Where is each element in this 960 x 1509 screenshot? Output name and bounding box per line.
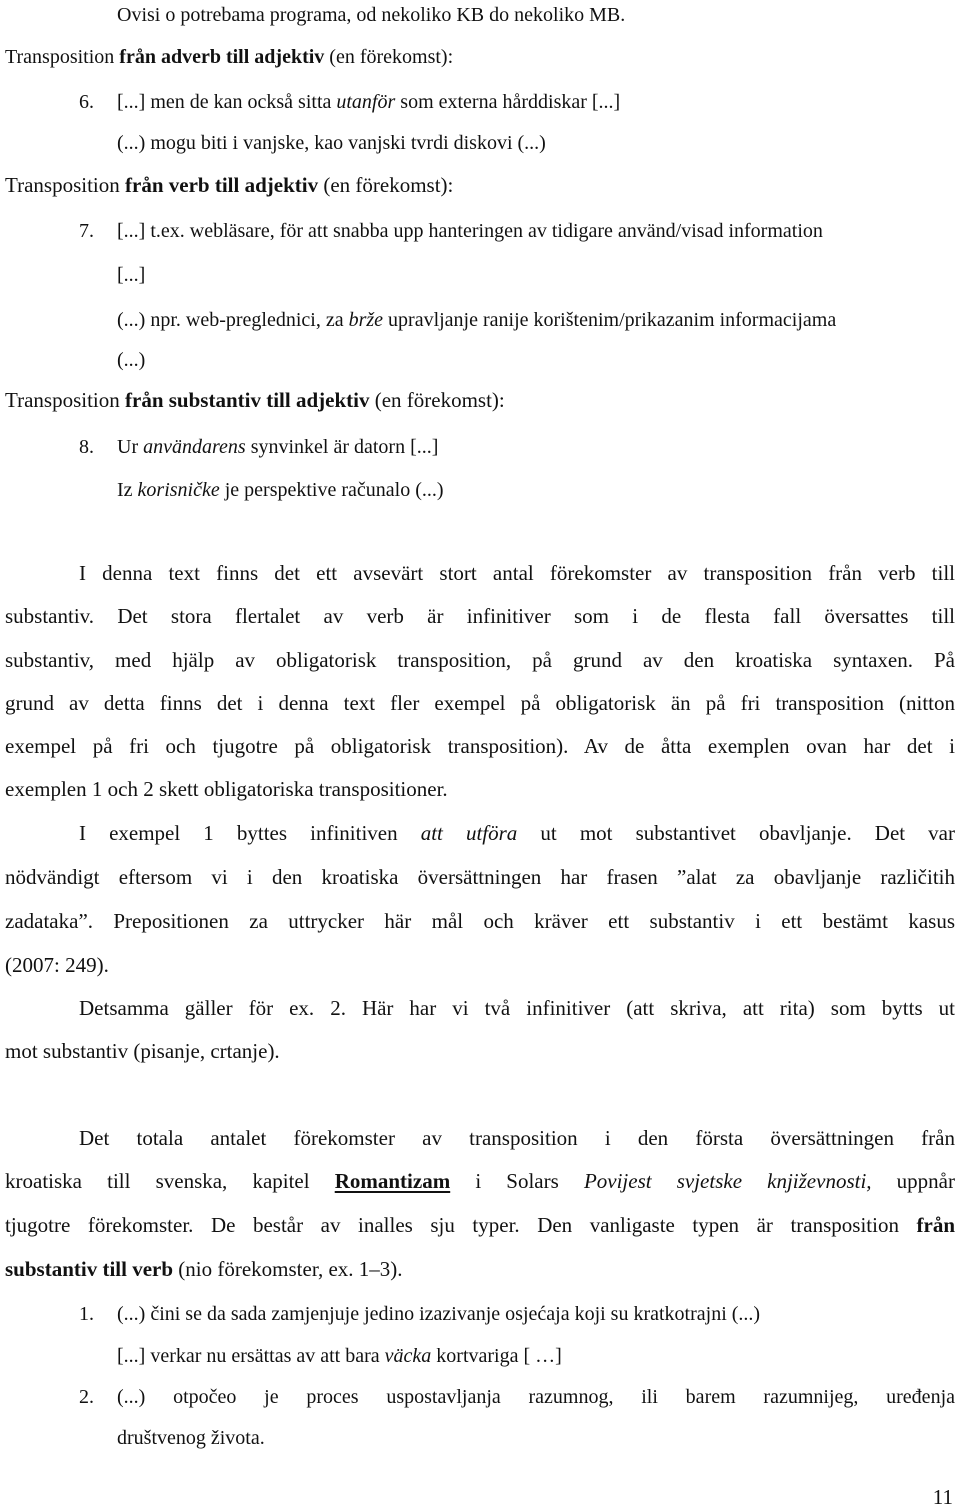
example-7-swedish-line2: [...] (117, 264, 146, 286)
paragraph-3-line1: Detsamma gäller för ex. 2. Här har vi två infinitiver (att skriva, att rita) som bytts ut (79, 996, 955, 1020)
example-7-swedish-line1: [...] t.ex. webläsare, för att snabba upp hanteringen av tidigare använd/visad information (117, 220, 823, 242)
paragraph-2-line3: zadataka”. Prepositionen za uttrycker här mål och kräver ett substantiv i ett bestämt kasus (5, 909, 955, 933)
example-1-swedish: [...] verkar nu ersättas av att bara väcka kortvariga [ …] (117, 1345, 562, 1367)
example-2-croatian-line2: društvenog života. (117, 1427, 265, 1449)
example-1-croatian: (...) čini se da sada zamjenjuje jedino izazivanje osjećaja koji su kratkotrajni (...) (117, 1303, 761, 1325)
paragraph-4-line2: kroatiska till svenska, kapitel Romantizam i Solars Povijest svjetske književnosti, uppnår (5, 1169, 955, 1193)
heading-verb-to-adjective: Transposition från verb till adjektiv (en förekomst): (5, 173, 454, 197)
paragraph-2-line1: I exempel 1 byttes infinitiven att utföra ut mot substantivet obavljanje. Det var (79, 821, 955, 845)
paragraph-4-line4: substantiv till verb (nio förekomster, ex. 1–3). (5, 1257, 403, 1281)
paragraph-1-line1: I denna text finns det ett avsevärt stort antal förekomster av transposition från verb till (79, 561, 955, 585)
example-6-number: 6. (79, 91, 94, 113)
example-7-croatian-line2: (...) (117, 349, 146, 371)
paragraph-3-line2: mot substantiv (pisanje, crtanje). (5, 1039, 280, 1063)
page-number: 11 (932, 1485, 953, 1509)
example-6-swedish: [...] men de kan också sitta utanför som externa hårddiskar [...] (117, 91, 621, 113)
paragraph-4-line3: tjugotre förekomster. De består av inalles sju typer. Den vanligaste typen är transposition från (5, 1213, 955, 1237)
example-6-croatian: (...) mogu biti i vanjske, kao vanjski tvrdi diskovi (...) (117, 132, 546, 154)
example-5-translation: Ovisi o potrebama programa, od nekoliko KB do nekoliko MB. (117, 4, 626, 26)
chapter-title-romantizam: Romantizam (334, 1169, 451, 1193)
example-1-number: 1. (79, 1303, 94, 1325)
paragraph-2-line4: (2007: 249). (5, 953, 109, 977)
paragraph-4-line1: Det totala antalet förekomster av transposition i den första översättningen från (79, 1126, 955, 1150)
heading-noun-to-adjective: Transposition från substantiv till adjektiv (en förekomst): (5, 388, 505, 412)
example-8-croatian: Iz korisničke je perspektive računalo (...) (117, 479, 444, 501)
example-2-number: 2. (79, 1386, 94, 1408)
paragraph-1-line3: substantiv, med hjälp av obligatorisk transposition, på grund av den kroatiska syntaxen. På (5, 648, 955, 672)
example-7-number: 7. (79, 220, 94, 242)
example-8-number: 8. (79, 436, 94, 458)
example-8-swedish: Ur användarens synvinkel är datorn [...] (117, 436, 439, 458)
heading-adverb-to-adjective: Transposition från adverb till adjektiv (en förekomst): (5, 46, 454, 68)
paragraph-1-line2: substantiv. Det stora flertalet av verb är infinitiver som i de flesta fall översattes till (5, 604, 955, 628)
example-2-croatian-line1: (...) otpočeo je proces uspostavljanja razumnog, ili barem razumnijeg, uređenja (117, 1386, 955, 1408)
example-7-croatian-line1: (...) npr. web-preglednici, za brže upravljanje ranije korištenim/prikazanim informacijama (117, 309, 837, 331)
paragraph-1-line4: grund av detta finns det i denna text fler exempel på obligatorisk än på fri transposition (nitton (5, 691, 955, 715)
paragraph-1-line6: exemplen 1 och 2 skett obligatoriska transpositioner. (5, 777, 448, 801)
paragraph-2-line2: nödvändigt eftersom vi i den kroatiska översättningen har frasen ”alat za obavljanje različitih (5, 865, 955, 889)
paragraph-1-line5: exempel på fri och tjugotre på obligatorisk transposition). Av de åtta exemplen ovan har det i (5, 734, 955, 758)
